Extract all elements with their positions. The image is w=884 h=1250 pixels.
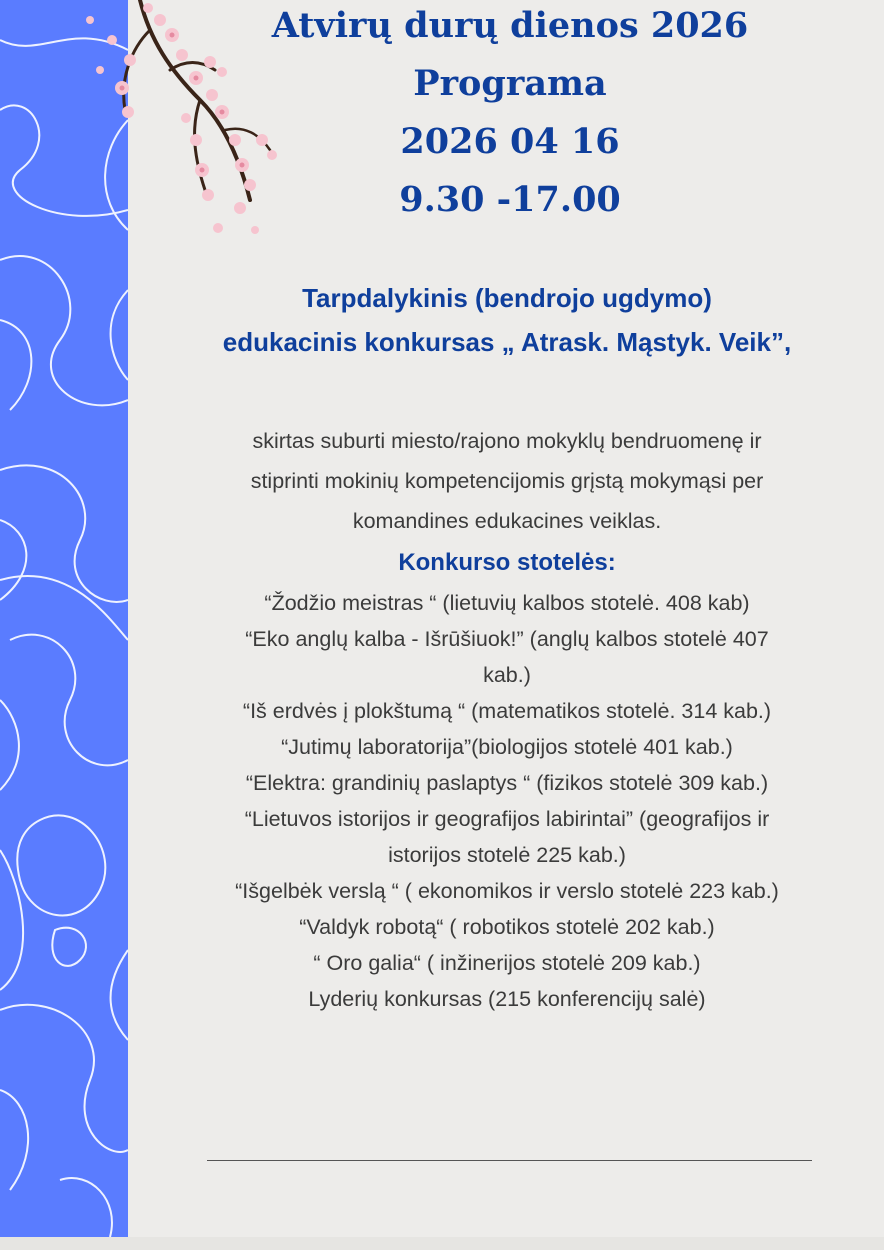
station-line: istorijos stotelė 225 kab.) <box>388 843 626 867</box>
station-line: “Eko anglų kalba - Išrūšiuok!” (anglų kalbos stotelė 407 <box>245 627 769 651</box>
description-line-1: skirtas suburti miesto/rajono mokyklų bendruomenę ir <box>252 429 762 453</box>
station-line: kab.) <box>483 663 531 687</box>
description-line-2: stiprinti mokinių kompetencijomis grįstą mokymąsi per <box>250 469 764 493</box>
station-line: “Iš erdvės į plokštumą “ (matematikos stotelė. 314 kab.) <box>242 699 772 723</box>
bottom-divider <box>207 1160 812 1161</box>
station-line: “Valdyk robotą“ ( robotikos stotelė 202 kab.) <box>299 915 715 939</box>
station-line: “Žodžio meistras “ (lietuvių kalbos stotelė. 408 kab) <box>264 591 750 615</box>
station-line: “Elektra: grandinių paslaptys “ (fizikos stotelė 309 kab.) <box>245 771 769 795</box>
station-line: Lyderių konkursas (215 konferencijų salė) <box>308 987 706 1011</box>
stations-heading: Konkurso stotelės: <box>398 549 616 576</box>
subtitle-line-1: Tarpdalykinis (bendrojo ugdymo) <box>302 283 712 313</box>
event-time: 9.30 -17.00 <box>399 179 621 220</box>
station-line: “Išgelbėk verslą “ ( ekonomikos ir verslo stotelė 223 kab.) <box>235 879 779 903</box>
description-line-3: komandines edukacines veiklas. <box>352 509 662 533</box>
subtitle-line-2: edukacinis konkursas „ Atrask. Mąstyk. Veik”, <box>222 327 792 357</box>
station-line: “ Oro galia“ ( inžinerijos stotelė 209 kab.) <box>313 951 701 975</box>
bottom-strip <box>0 1237 884 1250</box>
contest-subtitle <box>130 276 884 364</box>
event-title: Atvirų durų dienos 2026 <box>271 5 749 46</box>
station-line: “Jutimų laboratorija”(biologijos stotelė 401 kab.) <box>281 735 733 759</box>
station-line: “Lietuvos istorijos ir geografijos labirintai” (geografijos ir <box>244 807 770 831</box>
program-heading: Programa <box>413 63 607 104</box>
event-date: 2026 04 16 <box>400 121 620 162</box>
contest-description <box>130 421 884 1017</box>
